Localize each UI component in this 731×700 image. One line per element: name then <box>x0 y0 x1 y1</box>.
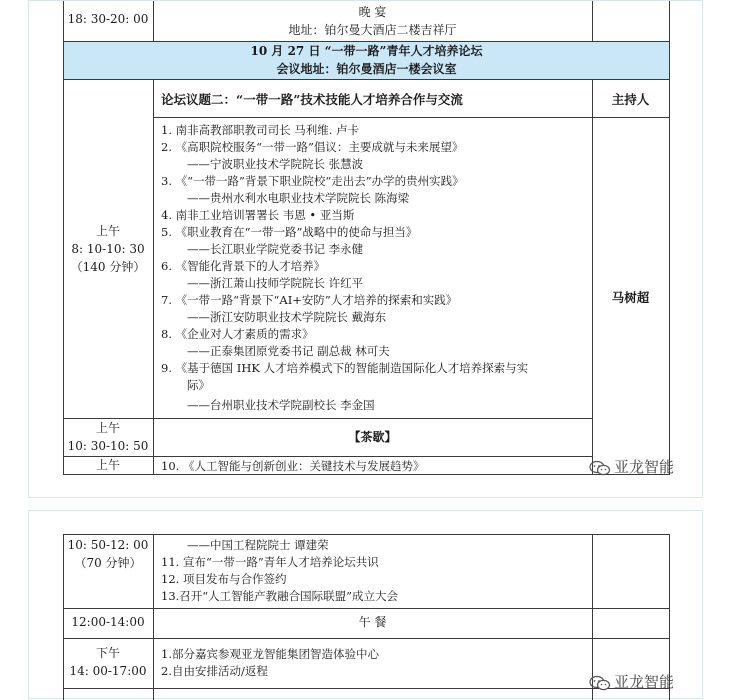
list-item: ——中国工程院院士 谭建荣 <box>187 538 329 552</box>
list-item: 1.部分嘉宾参观亚龙智能集团智造体验中心 <box>161 647 379 661</box>
list-item: 际》 <box>187 378 210 392</box>
list-item: 8. 《企业对人才素质的需求》 <box>161 327 314 341</box>
watermark <box>589 456 674 477</box>
dinner-title: 晚 宴 <box>358 5 387 19</box>
watermark <box>589 671 674 692</box>
wechat-icon <box>589 460 611 476</box>
schedule-page-2 <box>28 510 703 699</box>
list-item: ——正泰集团原党委书记 副总裁 林可夫 <box>187 344 390 358</box>
afternoon-label: 下午 <box>95 646 120 660</box>
dinner-time: 18: 30-20: 00 <box>67 12 149 26</box>
afternoon-time: 14: 00-17:00 <box>69 664 147 678</box>
list-item: ——长江职业学院党委书记 李永健 <box>187 242 364 256</box>
list-item: 1. 南非高教部职教司司长 马利维. 卢卡 <box>161 123 360 137</box>
day-header-line2: 会议地址：铂尔曼酒店一楼会议室 <box>276 62 457 76</box>
lunch-time: 12:00-14:00 <box>71 615 145 629</box>
list-item: 7. 《一带一路“背景下“AI+安防”人才培养的探索和实践》 <box>161 293 458 307</box>
list-item: 6. 《智能化背景下的人才培养》 <box>161 259 326 273</box>
tea-break-title: 【茶歇】 <box>348 430 397 444</box>
list-item: 3. 《“一带一路”背景下职业院校“走出去”办学的贵州实践》 <box>161 174 464 188</box>
tea-break-time: 10: 30-10: 50 <box>67 439 149 453</box>
block1-duration: （70 分钟） <box>74 556 142 570</box>
list-item: 2. 《高职院校服务“一带一路”倡议：主要成就与未来展望》 <box>161 140 464 154</box>
block1-time: 10: 50-12: 00 <box>67 538 149 552</box>
tea-break-label: 上午 <box>95 421 120 435</box>
schedule-page-1 <box>28 0 703 498</box>
watermark-text: 亚龙智能 <box>614 673 675 691</box>
host-name: 马树超 <box>611 290 650 305</box>
host-header: 主持人 <box>611 92 650 107</box>
list-item: 11. 宣布“一带一路”青年人才培养论坛共识 <box>161 555 379 569</box>
list-item: ——台州职业技术学院副校长 李金国 <box>187 398 375 412</box>
day-header-line1: 10 月 27 日 “一带一路”青年人才培养论坛 <box>250 44 483 58</box>
list-item: 5. 《职业教育在“一带一路”战略中的使命与担当》 <box>161 225 418 239</box>
wechat-icon <box>589 675 611 691</box>
morning-label: 上午 <box>95 224 120 238</box>
list-item: 13.召开“人工智能产教融合国际联盟”成立大会 <box>161 589 399 603</box>
list-item: 4. 南非工业培训署署长 韦恩 • 亚当斯 <box>161 208 355 222</box>
topic-title: 论坛议题二：“一带一路”技术技能人才培养合作与交流 <box>161 92 463 107</box>
morning-duration: （140 分钟） <box>70 260 146 274</box>
list-item: 2.自由安排活动/返程 <box>161 664 268 678</box>
list-item: 10. 《人工智能与创新创业：关键技术与发展趋势》 <box>161 459 425 473</box>
dinner-address: 地址：铂尔曼大酒店二楼吉祥厅 <box>288 23 457 37</box>
list-item: 12. 项目发布与合作签约 <box>161 572 287 586</box>
morning-time: 8: 10-10: 30 <box>71 242 145 256</box>
list-item: ——浙江萧山技师学院院长 许红平 <box>187 276 364 290</box>
continuation-label: 上午 <box>95 458 120 472</box>
list-item: ——宁波职业技术学院院长 张慧波 <box>187 157 364 171</box>
watermark-text: 亚龙智能 <box>614 458 675 476</box>
lunch-title: 午 餐 <box>358 615 387 629</box>
list-item: 9. 《基于德国 IHK 人才培养模式下的智能制造国际化人才培养探索与实 <box>161 361 529 375</box>
list-item: ——贵州水利水电职业技术学院院长 陈海梁 <box>187 191 410 205</box>
list-item: ——浙江安防职业技术学院院长 戴海东 <box>187 310 387 324</box>
